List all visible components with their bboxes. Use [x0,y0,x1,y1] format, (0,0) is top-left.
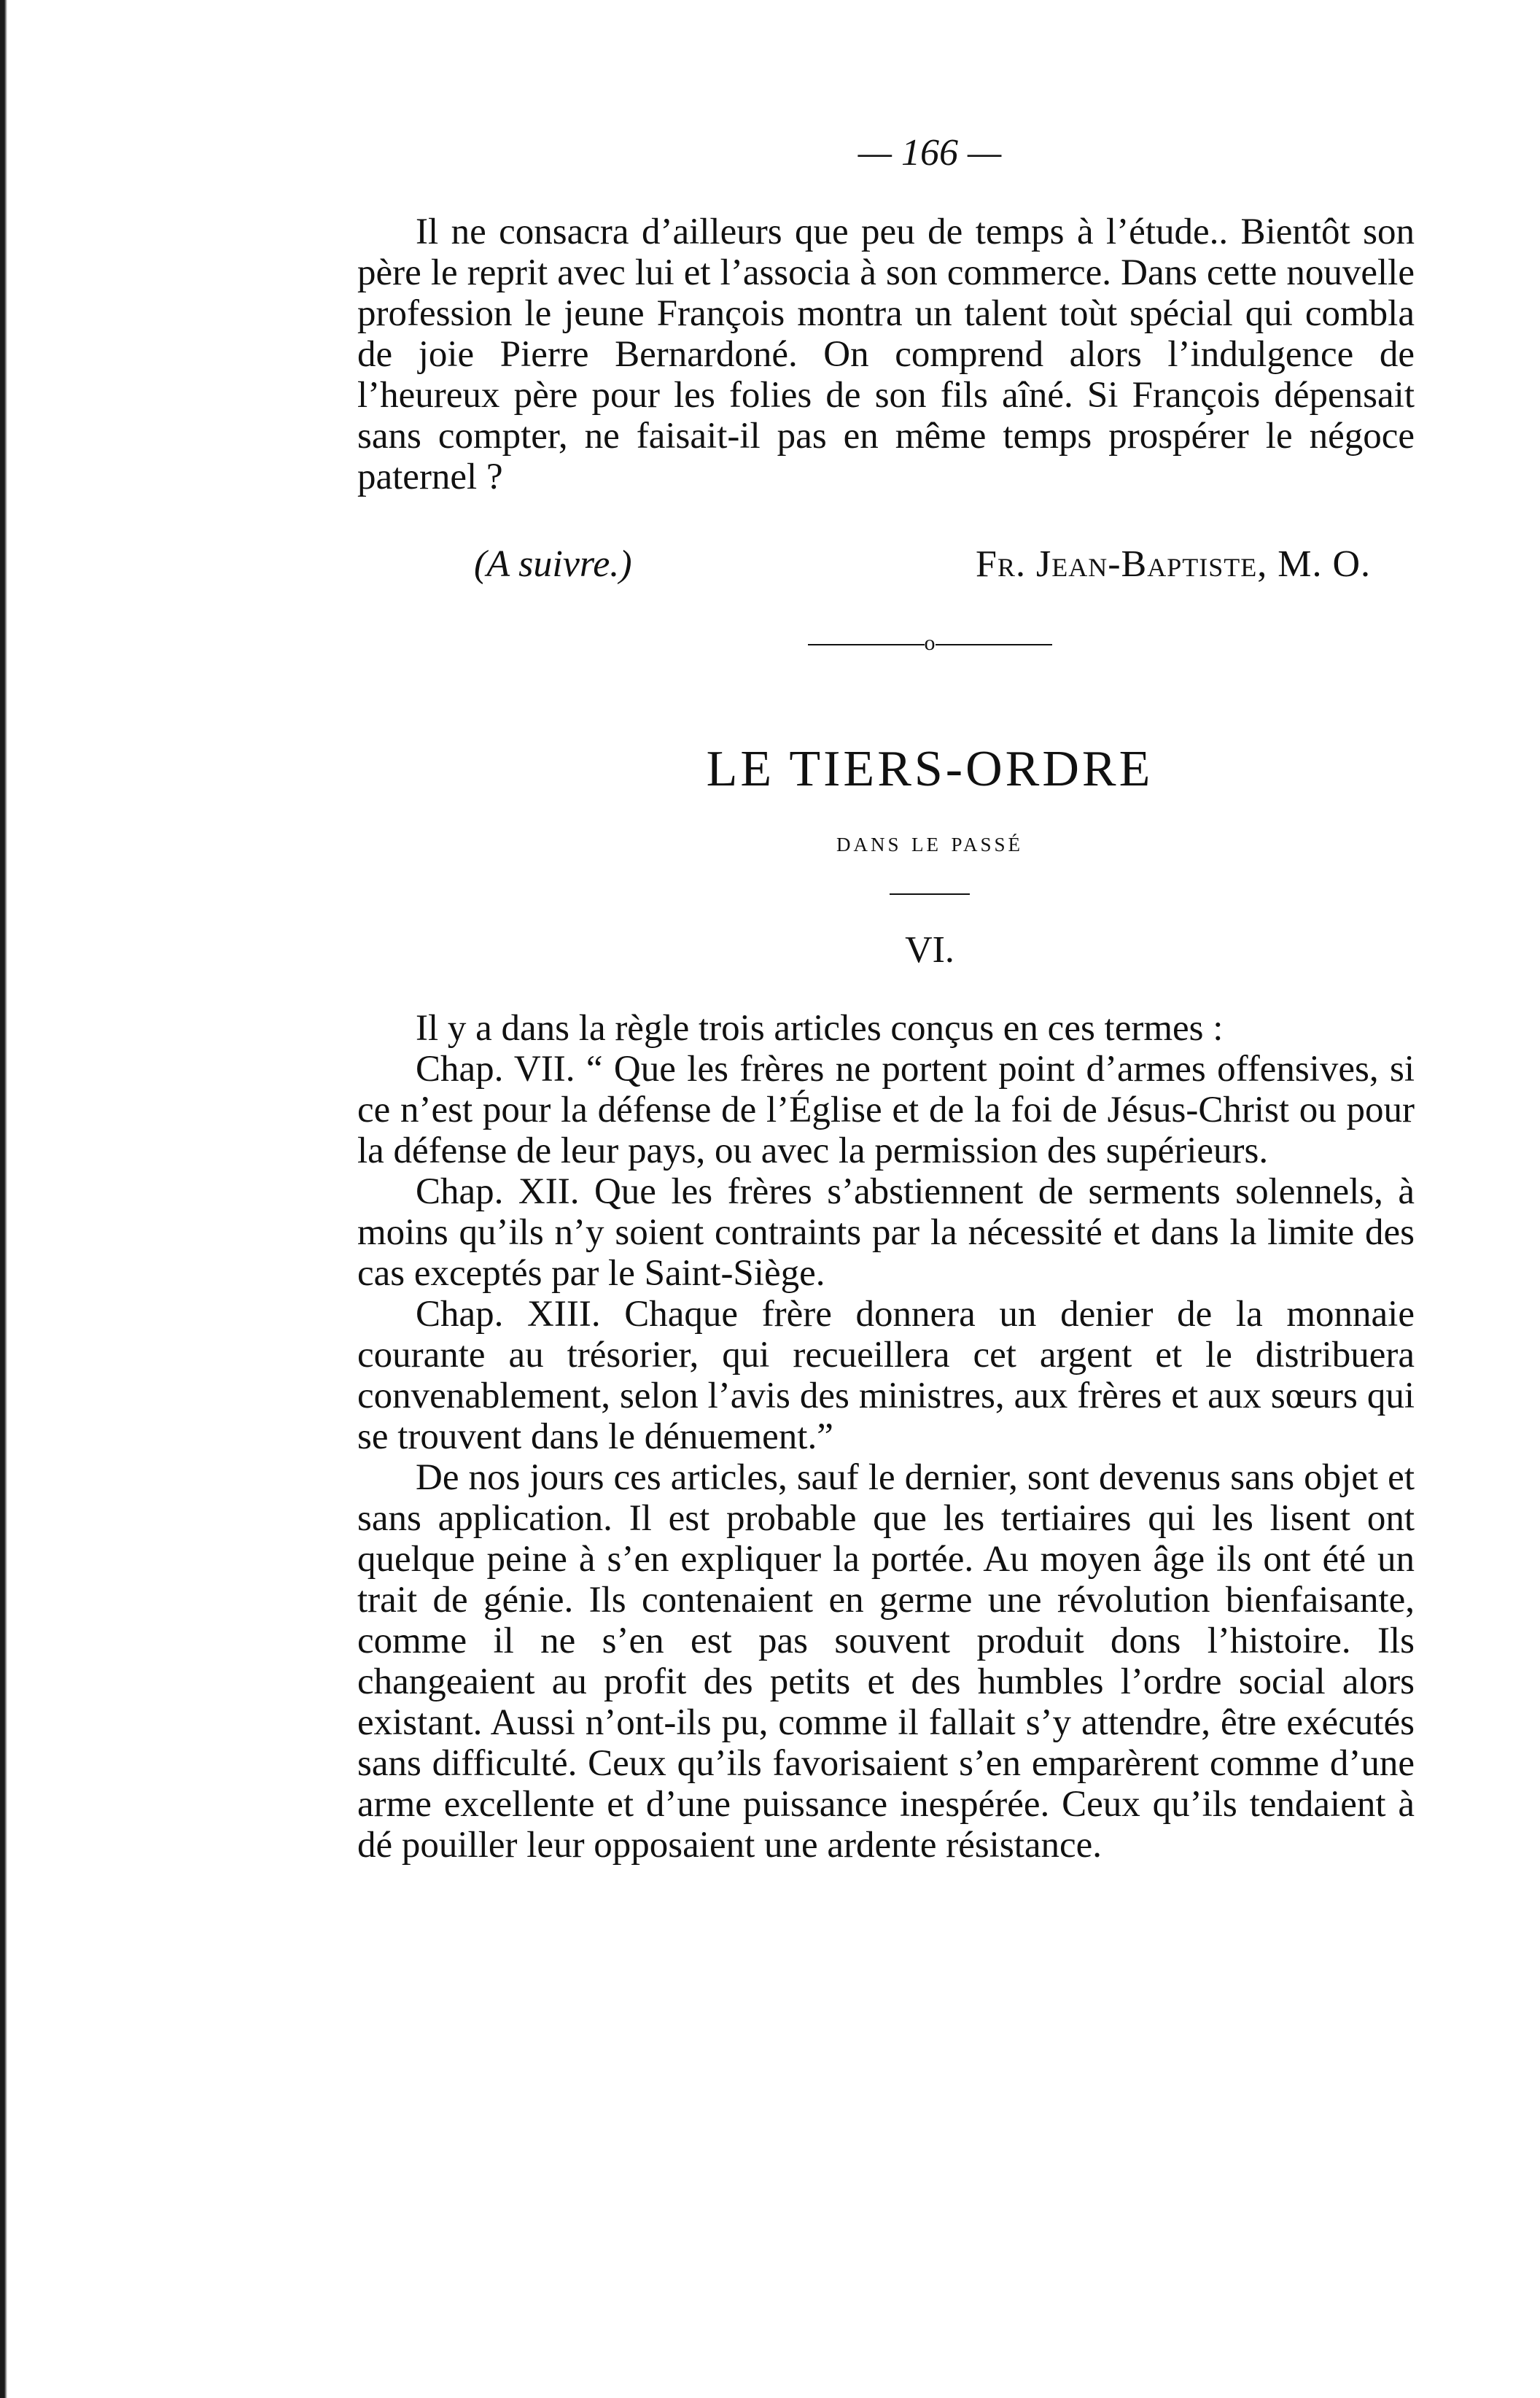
page-number: — 166 — [858,132,1002,174]
body-paragraph: De nos jours ces articles, sauf le dernier, sont devenus sans objet et sans application. Il est probable que les tertiaires qui les lisent ont quelque peine à s’en expliquer la portée. Au moyen âge ils ont été un trait de génie. Ils contenaient en germe une révolution bienfaisante, comme il ne s’en est pas souvent produit dons l’histoire. Ils changeaient au profit des petits et des humbles l’ordre social alors existant. Aussi n’ont-ils pu, comme il fallait s’y attendre, être exécutés sans difficulté. Ceux qu’ils favorisaient s’en emparèrent comme d’une arme excellente et d’une puissance inespérée. Ceux qu’ils tendaient à dé pouiller leur opposaient une ardente résistance. [357,1457,1415,1866]
section-separator [445,631,1415,660]
body-paragraph: Il y a dans la règle trois articles conçus en ces termes : [416,1008,1224,1049]
article-signature [474,543,1371,586]
title-rule [890,893,970,895]
section-number: VI. [905,929,954,971]
author-name: Fr. Jean-Baptiste, M. O. [976,543,1371,585]
section-subtitle: dans le passé [836,827,1024,858]
section-title: LE TIERS-ORDRE [706,741,1154,797]
separator-rule-left [808,644,925,645]
paragraph-continuation: Il ne consacra d’ailleurs que peu de temps à l’étude.. Bientôt son père le reprit avec lui et l’associa à son commerce. Dans cette nouvelle profession le jeune François montra un talent toùt spécial qui combla de joie Pierre Bernardoné. On comprend alors l’indulgence de l’heureux père pour les folies de son fils aîné. Si François dépensait sans compter, ne faisait-il pas en même temps prospérer le négoce paternel ? [357,212,1415,497]
separator-mark: o [924,631,936,655]
to-be-continued: (A suivre.) [474,543,632,585]
book-page [357,131,1415,1866]
body-paragraph: Chap. XII. Que les frères s’abstiennent de serments solennels, à moins qu’ils n’y soient contraints par la nécessité et dans la limite des cas exceptés par le Saint-Siège. [357,1171,1415,1294]
body-paragraph: Chap. XIII. Chaque frère donnera un denier de la monnaie courante au trésorier, qui recueillera cet argent et le distribuera convenablement, selon l’avis des ministres, aux frères et aux sœurs qui se trouvent dans le dénuement.” [357,1294,1415,1457]
separator-rule-right [936,644,1052,645]
book-spine-edge [0,0,7,2398]
body-paragraph: Chap. VII. “ Que les frères ne portent point d’armes offensives, si ce n’est pour la défense de l’Église et de la foi de Jésus-Christ ou pour la défense de leur pays, ou avec la permission des supérieurs. [357,1049,1415,1171]
